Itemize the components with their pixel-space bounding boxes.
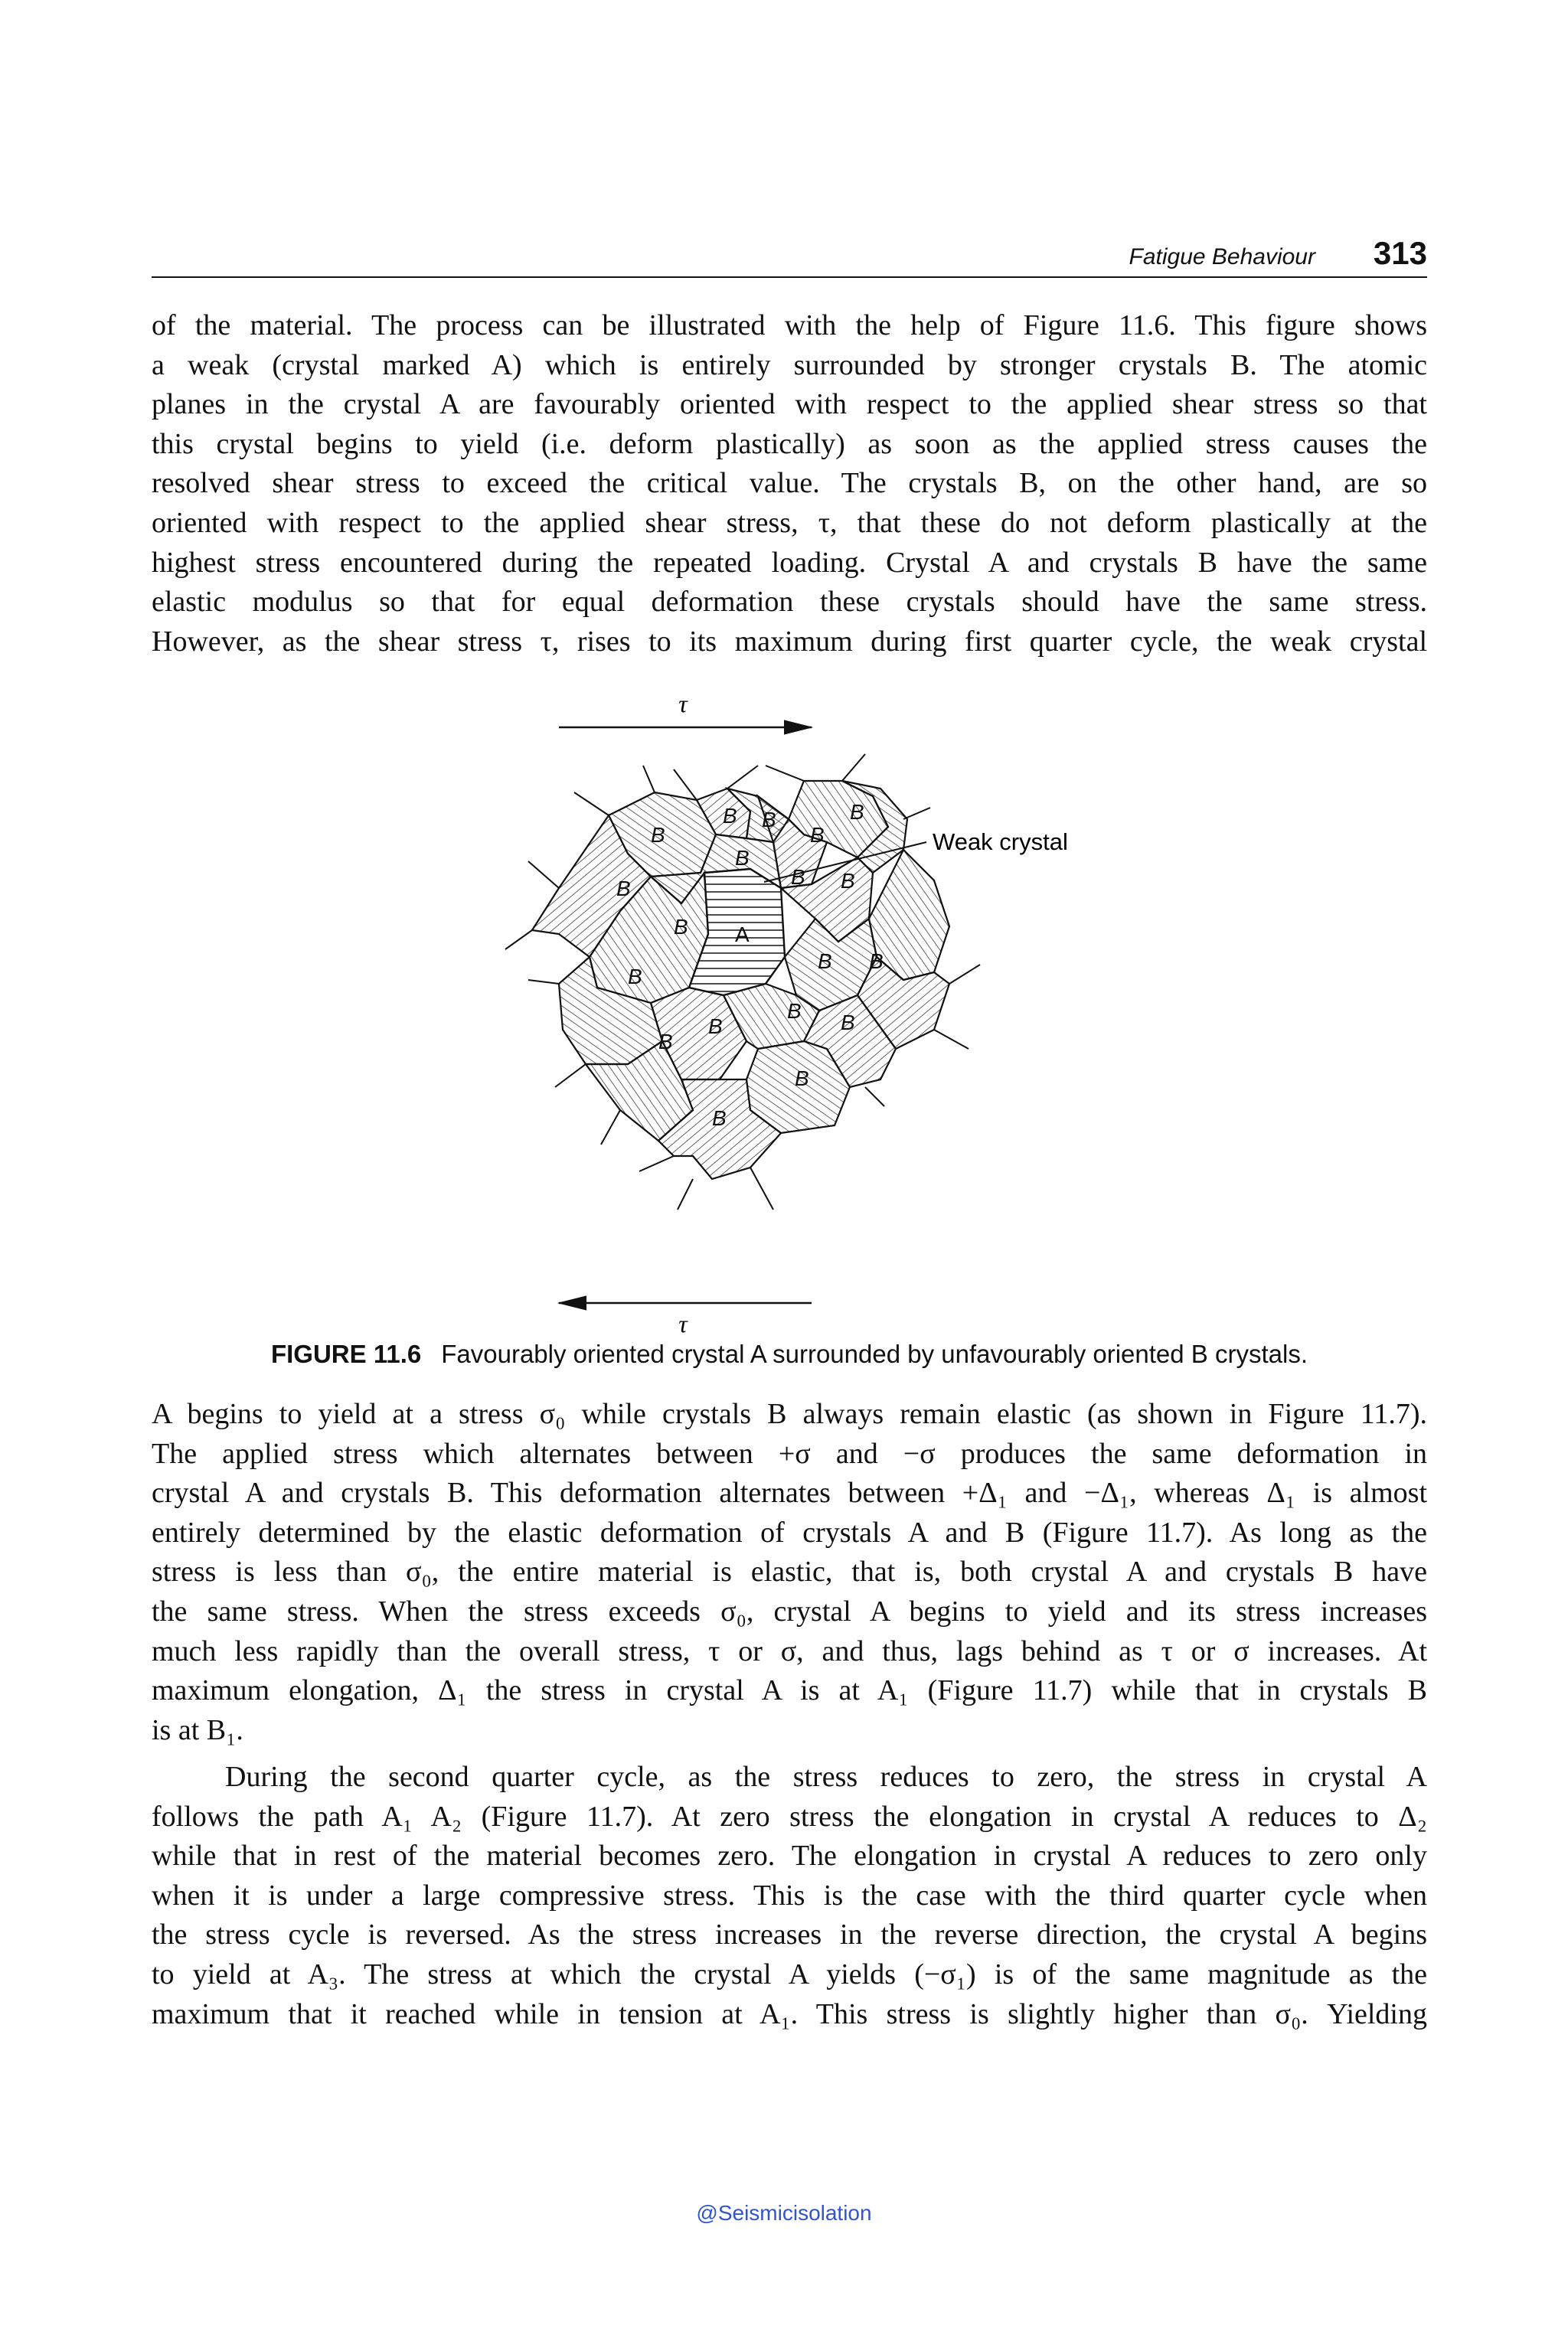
label-b: B [735, 846, 750, 870]
text-line: maximum elongation, Δ₁ the stress in crystal A is at A₁ (Figure 11.7) while that in crystals B [152, 1674, 1427, 1707]
text-line: stress is less than σ₀, the entire material is elastic, that is, both crystal A and crystals B have [152, 1556, 1427, 1589]
caption-text: Favourably oriented crystal A surrounded by unfavourably oriented B crystals. [441, 1340, 1308, 1368]
label-b: B [795, 1066, 809, 1090]
label-b: B [841, 869, 855, 893]
label-a: A [735, 923, 750, 946]
body-paragraph-2 [152, 1395, 1427, 1750]
label-b: B [869, 949, 884, 973]
text-line: highest stress encountered during the repeated loading. Crystal A and crystals B have the same [152, 546, 1427, 579]
text-line: the stress cycle is reversed. As the stress increases in the reverse direction, the crystal A begins [152, 1919, 1427, 1951]
text-line: much less rapidly than the overall stress, τ or σ, and thus, lags behind as τ or σ increases. At [152, 1634, 1427, 1667]
text-line: while that in rest of the material becomes zero. The elongation in crystal A reduces to zero only [152, 1840, 1427, 1873]
figure-caption [152, 1340, 1427, 1369]
text-line: entirely determined by the elastic deformation of crystals A and B (Figure 11.7). As long as the [152, 1516, 1427, 1549]
text-line: planes in the crystal A are favourably oriented with respect to the applied shear stress so that [152, 388, 1427, 421]
weak-crystal-label: Weak crystal [933, 828, 1068, 855]
tau-label-bottom: τ [678, 1310, 688, 1337]
label-b: B [628, 965, 642, 988]
text-line: oriented with respect to the applied shear stress, τ, that these do not deform plastically at the [152, 506, 1427, 539]
text-line: this crystal begins to yield (i.e. deform plastically) as soon as the applied stress causes the [152, 427, 1427, 460]
label-b: B [787, 999, 802, 1023]
page-number: 313 [1373, 235, 1427, 271]
text-line: of the material. The process can be illustrated with the help of Figure 11.6. This figure shows [152, 309, 1427, 341]
body-paragraph-3 [152, 1758, 1427, 2034]
text-line: During the second quarter cycle, as the stress reduces to zero, the stress in crystal A [225, 1761, 1427, 1793]
tau-label-top: τ [678, 690, 688, 717]
label-b: B [708, 1014, 723, 1038]
text-line: elastic modulus so that for equal deformation these crystals should have the same stress. [152, 586, 1427, 619]
text-line: to yield at A₃. The stress at which the crystal A yields (−σ₁) is of the same magnitude as the [152, 1958, 1427, 1990]
label-b: B [818, 949, 832, 973]
label-b: B [762, 808, 776, 831]
label-b: B [810, 823, 825, 847]
text-line: follows the path A₁ A₂ (Figure 11.7). At zero stress the elongation in crystal A reduces to Δ₂ [152, 1800, 1427, 1833]
watermark: @Seismicisolation [696, 2201, 872, 2225]
label-b: B [850, 800, 864, 824]
text-line: the same stress. When the stress exceeds σ₀, crystal A begins to yield and its stress increases [152, 1595, 1427, 1628]
crystal-diagram [398, 681, 1194, 1340]
figure-11-6 [398, 681, 1194, 1340]
text-line: crystal A and crystals B. This deformation alternates between +Δ₁ and −Δ₁, whereas Δ₁ is almost [152, 1477, 1427, 1510]
body-paragraph-1 [152, 306, 1427, 661]
label-b: B [616, 877, 631, 900]
text-line: The applied stress which alternates between +σ and −σ produces the same deformation in [152, 1437, 1427, 1470]
running-title: Fatigue Behaviour [1129, 244, 1315, 269]
text-line: when it is under a large compressive stress. This is the case with the third quarter cycle when [152, 1879, 1427, 1912]
text-line: a weak (crystal marked A) which is entirely surrounded by stronger crystals B. The atomic [152, 348, 1427, 381]
text-line: A begins to yield at a stress σ₀ while crystals B always remain elastic (as shown in Figure 11.7). [152, 1398, 1427, 1430]
label-b: B [712, 1106, 727, 1130]
label-b: B [791, 865, 805, 889]
text-line: is at B₁. [152, 1713, 243, 1746]
label-b: B [651, 823, 665, 847]
page-header [152, 234, 1427, 278]
text-line: maximum that it reached while in tension at A₁. This stress is slightly higher than σ₀. Yielding [152, 1997, 1427, 2030]
caption-label: FIGURE 11.6 [270, 1340, 422, 1368]
text-line: resolved shear stress to exceed the critical value. The crystals B, on the other hand, are so [152, 467, 1427, 500]
label-b: B [658, 1030, 673, 1053]
label-b: B [674, 915, 688, 939]
label-b: B [841, 1011, 855, 1034]
label-b: B [723, 804, 737, 828]
text-line: However, as the shear stress τ, rises to its maximum during first quarter cycle, the weak crystal [152, 625, 1427, 658]
